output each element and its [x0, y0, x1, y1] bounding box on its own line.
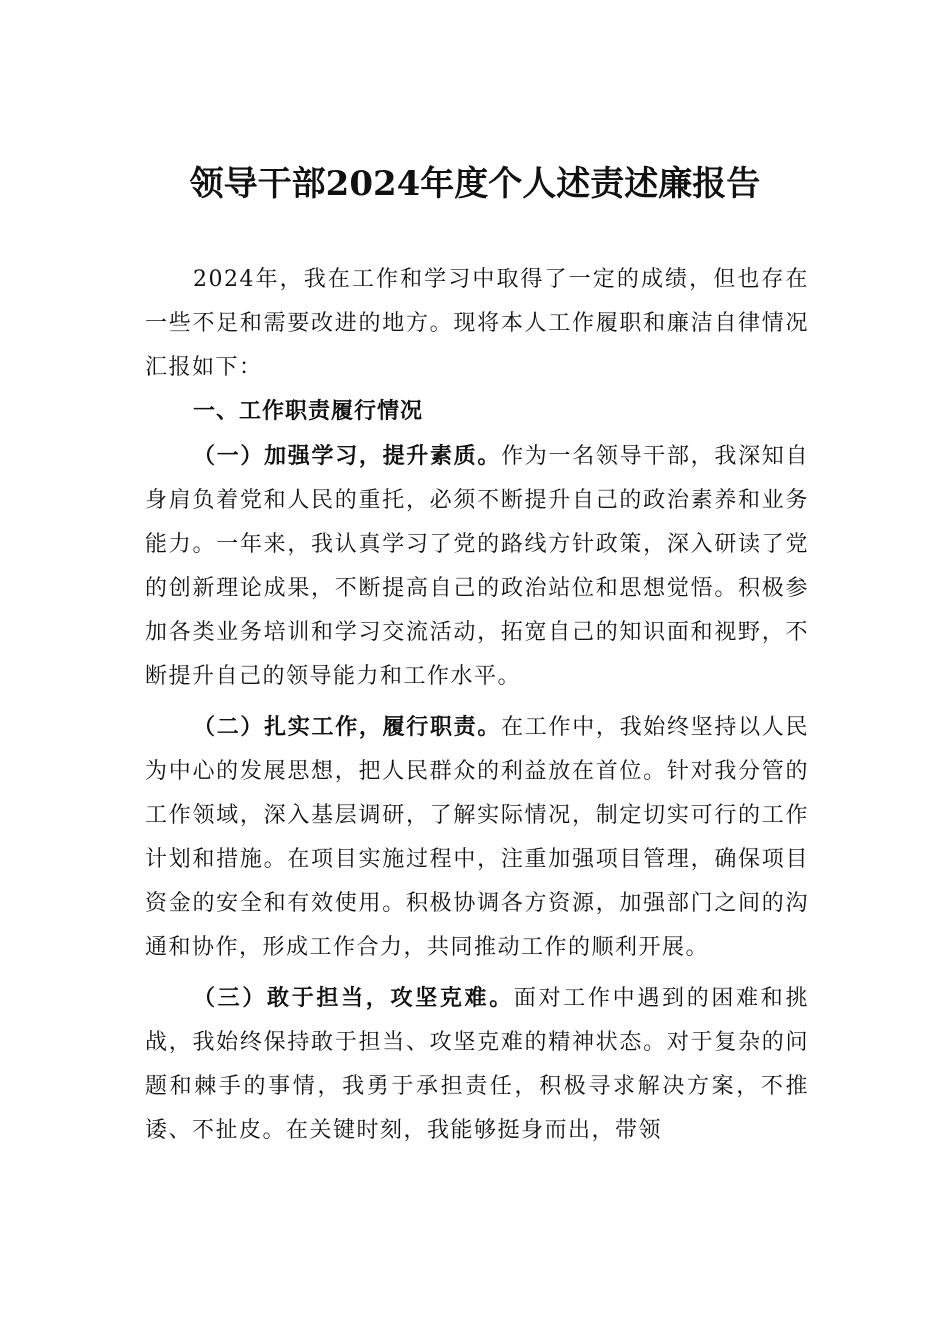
item-1-lead: （一）加强学习，提升素质。 — [193, 443, 502, 469]
intro-paragraph: 2024年，我在工作和学习中取得了一定的成绩，但也存在一些不足和需要改进的地方。现将本人工作履职和廉洁自律情况汇报如下： — [145, 267, 809, 380]
item-3-text: 面对工作中遇到的困难和挑战，我始终保持敢于担当、攻坚克难的精神状态。对于复杂的问题和棘手的事情，我勇于承担责任，积极寻求解决方案，不推诿、不扯皮。在关键时刻，我能够挺身而出，带领 — [145, 986, 809, 1143]
section-item-3 — [145, 976, 809, 1153]
item-2-lead: （二）扎实工作，履行职责。 — [193, 714, 502, 740]
document-title: 领导干部2024年度个人述责述廉报告 — [189, 164, 761, 204]
section-heading: 一、工作职责履行情况 — [193, 399, 424, 424]
section-item-1 — [145, 434, 809, 699]
item-3-lead: （三）敢于担当，攻坚克难。 — [193, 985, 514, 1011]
item-1-text: 作为一名领导干部，我深知自身肩负着党和人民的重托，必须不断提升自己的政治素养和业务能力。一年来，我认真学习了党的路线方针政策，深入研读了党的创新理论成果，不断提高自己的政治站位和思想觉悟。积极参加各类业务培训和学习交流活动，拓宽自己的知识面和视野，不断提升自己的领导能力和工作水平。 — [145, 444, 809, 689]
item-2-text: 在工作中，我始终坚持以人民为中心的发展思想，把人民群众的利益放在首位。针对我分管的工作领域，深入基层调研，了解实际情况，制定切实可行的工作计划和措施。在项目实施过程中，注重加强项目管理，确保项目资金的安全和有效使用。积极协调各方资源，加强部门之间的沟通和协作，形成工作合力，共同推动工作的顺利开展。 — [145, 715, 809, 960]
document-body — [145, 258, 809, 1153]
section-item-2 — [145, 705, 809, 970]
